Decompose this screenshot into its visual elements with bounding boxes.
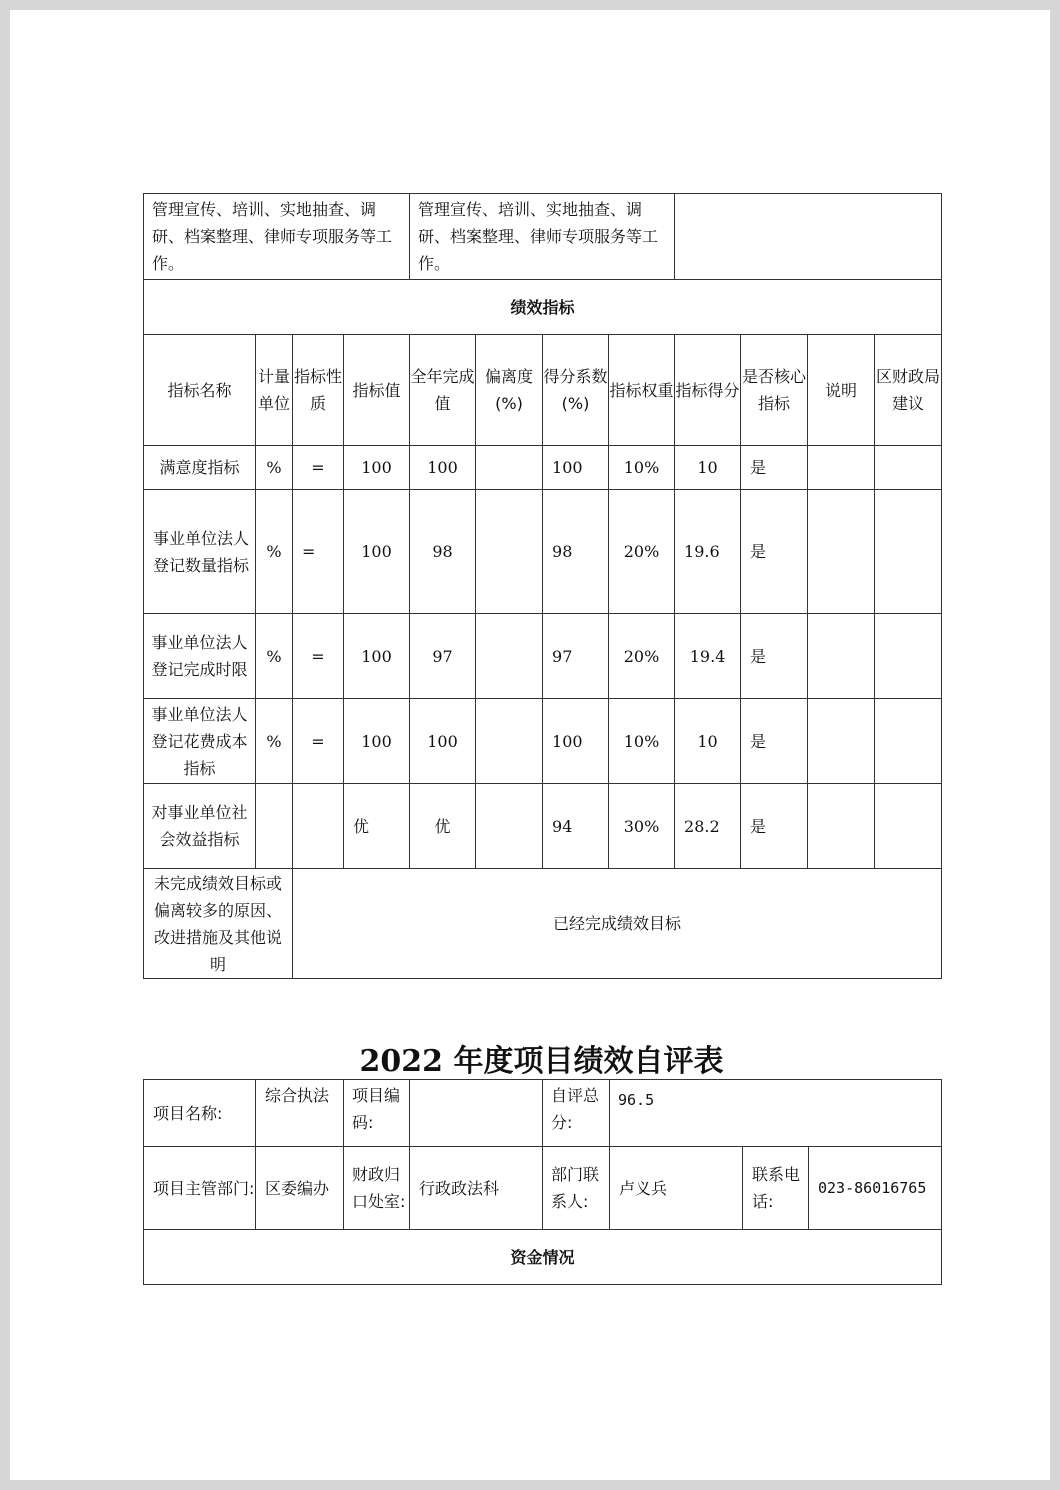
header-weight: 指标权重 xyxy=(609,335,675,446)
table-row xyxy=(144,784,942,869)
row-annual: 98 xyxy=(410,490,476,614)
row-deviation xyxy=(476,614,543,699)
row-note xyxy=(808,784,875,869)
row-coef: 94 xyxy=(543,784,609,869)
header-coef: 得分系数(%) xyxy=(543,335,609,446)
row-advice xyxy=(875,490,942,614)
row-deviation xyxy=(476,784,543,869)
row-score: 19.6 xyxy=(675,490,741,614)
content-cell-3 xyxy=(675,194,942,280)
row-unit xyxy=(256,784,293,869)
project-name-value: 综合执法 xyxy=(256,1080,344,1147)
finance-value: 行政政法科 xyxy=(410,1147,543,1230)
row-advice xyxy=(875,446,942,490)
row-value: 100 xyxy=(344,614,410,699)
row-weight: 20% xyxy=(609,490,675,614)
row-unit: % xyxy=(256,490,293,614)
row-annual: 97 xyxy=(410,614,476,699)
unfinished-row xyxy=(144,869,942,979)
row-annual: 优 xyxy=(410,784,476,869)
project-code-label: 项目编码: xyxy=(344,1080,410,1147)
row-annual: 100 xyxy=(410,446,476,490)
row-unit: % xyxy=(256,699,293,784)
header-advice: 区财政局建议 xyxy=(875,335,942,446)
row-deviation xyxy=(476,699,543,784)
row-name: 事业单位法人登记完成时限 xyxy=(144,614,256,699)
row-advice xyxy=(875,699,942,784)
row-name: 事业单位法人登记数量指标 xyxy=(144,490,256,614)
row-coef: 100 xyxy=(543,699,609,784)
project-name-label: 项目名称: xyxy=(144,1080,256,1147)
row-note xyxy=(808,699,875,784)
row-core: 是 xyxy=(741,614,808,699)
table-row xyxy=(144,699,942,784)
header-core: 是否核心指标 xyxy=(741,335,808,446)
row-coef: 100 xyxy=(543,446,609,490)
performance-table xyxy=(143,193,942,979)
header-value: 指标值 xyxy=(344,335,410,446)
row-weight: 30% xyxy=(609,784,675,869)
row-core: 是 xyxy=(741,490,808,614)
row-note xyxy=(808,614,875,699)
total-score-value: 96.5 xyxy=(610,1080,942,1147)
table-row xyxy=(144,614,942,699)
row-nature: = xyxy=(293,490,344,614)
row-score: 28.2 xyxy=(675,784,741,869)
row-core: 是 xyxy=(741,699,808,784)
row-core: 是 xyxy=(741,784,808,869)
row-score: 10 xyxy=(675,699,741,784)
row-coef: 98 xyxy=(543,490,609,614)
document-page xyxy=(10,10,1050,1480)
header-deviation: 偏离度(%) xyxy=(476,335,543,446)
header-annual: 全年完成值 xyxy=(410,335,476,446)
row-nature: = xyxy=(293,446,344,490)
content-cell-1: 管理宣传、培训、实地抽查、调研、档案整理、律师专项服务等工作。 xyxy=(144,194,410,280)
unfinished-value: 已经完成绩效目标 xyxy=(293,869,942,979)
row-value: 优 xyxy=(344,784,410,869)
header-nature: 指标性质 xyxy=(293,335,344,446)
row-nature xyxy=(293,784,344,869)
row-nature: = xyxy=(293,699,344,784)
row-note xyxy=(808,446,875,490)
row-note xyxy=(808,490,875,614)
row-unit: % xyxy=(256,614,293,699)
finance-label: 财政归口处室: xyxy=(344,1147,410,1230)
row-name: 对事业单位社会效益指标 xyxy=(144,784,256,869)
row-unit: % xyxy=(256,446,293,490)
section-title-funding: 资金情况 xyxy=(144,1230,942,1285)
row-coef: 97 xyxy=(543,614,609,699)
row-score: 19.4 xyxy=(675,614,741,699)
row-value: 100 xyxy=(344,446,410,490)
row-score: 10 xyxy=(675,446,741,490)
row-deviation xyxy=(476,490,543,614)
header-name: 指标名称 xyxy=(144,335,256,446)
row-value: 100 xyxy=(344,490,410,614)
row-advice xyxy=(875,784,942,869)
header-row xyxy=(144,335,942,446)
row-core: 是 xyxy=(741,446,808,490)
section-title-performance: 绩效指标 xyxy=(144,280,942,335)
dept-value: 区委编办 xyxy=(256,1147,344,1230)
contact-value: 卢义兵 xyxy=(610,1147,743,1230)
row-deviation xyxy=(476,446,543,490)
row-name: 事业单位法人登记花费成本指标 xyxy=(144,699,256,784)
row-weight: 20% xyxy=(609,614,675,699)
row-annual: 100 xyxy=(410,699,476,784)
page-title: 2022 年度项目绩效自评表 xyxy=(359,1044,724,1079)
project-info-table xyxy=(143,1079,942,1285)
project-code-value xyxy=(410,1080,543,1147)
row-nature: = xyxy=(293,614,344,699)
header-note: 说明 xyxy=(808,335,875,446)
phone-label: 联系电话: xyxy=(743,1147,809,1230)
content-cell-2: 管理宣传、培训、实地抽查、调研、档案整理、律师专项服务等工作。 xyxy=(410,194,675,280)
row-weight: 10% xyxy=(609,699,675,784)
table-row xyxy=(144,446,942,490)
header-score: 指标得分 xyxy=(675,335,741,446)
content-row xyxy=(144,194,942,280)
unfinished-label: 未完成绩效目标或偏离较多的原因、改进措施及其他说明 xyxy=(144,869,293,979)
contact-label: 部门联系人: xyxy=(543,1147,610,1230)
row-weight: 10% xyxy=(609,446,675,490)
dept-label: 项目主管部门: xyxy=(144,1147,256,1230)
row-advice xyxy=(875,614,942,699)
header-unit: 计量单位 xyxy=(256,335,293,446)
table-row xyxy=(144,490,942,614)
phone-value: 023-86016765 xyxy=(809,1147,942,1230)
row-value: 100 xyxy=(344,699,410,784)
total-score-label: 自评总分: xyxy=(543,1080,610,1147)
row-name: 满意度指标 xyxy=(144,446,256,490)
